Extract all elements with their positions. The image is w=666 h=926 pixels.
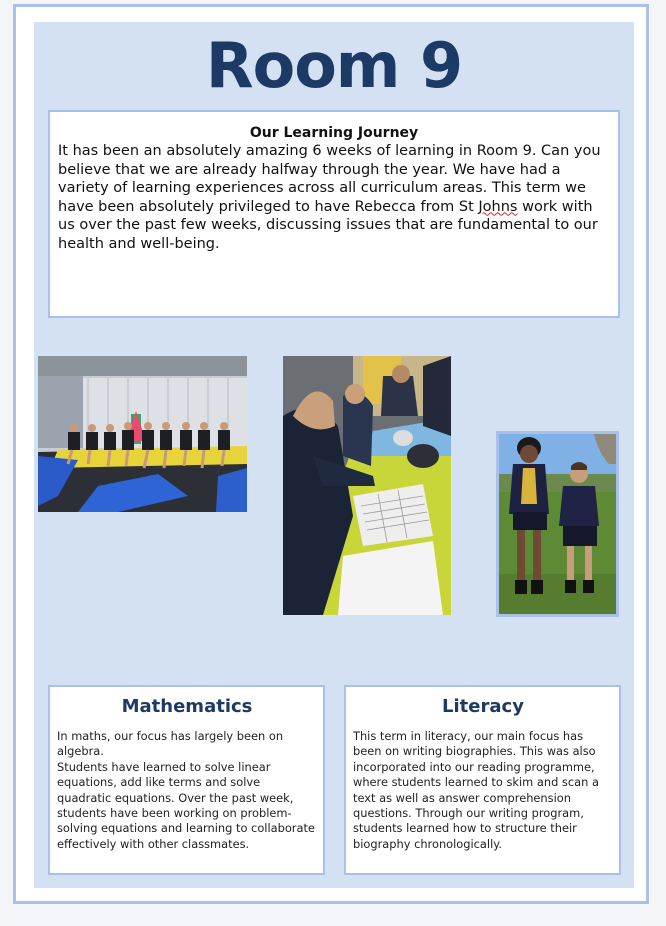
students-photo-frame	[496, 431, 619, 617]
literacy-card	[344, 685, 621, 875]
students-photo	[499, 434, 616, 614]
mathematics-card	[48, 685, 325, 875]
page-title: Room 9	[205, 29, 463, 102]
trampoline-photo	[38, 356, 247, 512]
journey-text	[58, 142, 610, 253]
journey-text-part: It has been an absolutely amazing 6 weeks of learning in Room 9. Can you believe that we are already halfway through the year. We have had a variety of learning experiences across all curriculum areas. This term we have been absolutely privileged to have Rebecca from St	[58, 143, 601, 215]
journey-text-part: work with us over the past few weeks, discussing issues that are fundamental to our health and well-being.	[58, 198, 598, 252]
mathematics-title: Mathematics	[121, 696, 253, 717]
learning-journey-box	[48, 110, 620, 318]
spellcheck-flagged-word: Johns	[478, 198, 518, 215]
mathematics-body: In maths, our focus has largely been on algebra. Students have learned to solve linear equations, add like terms and solve quadratic equations. Over the past week, students have been working on problem-solving equations and learning to collaborate effectively with other classmates.	[57, 729, 315, 851]
journey-heading: Our Learning Journey	[249, 125, 419, 141]
classroom-photo	[283, 356, 451, 615]
literacy-body: This term in literacy, our main focus has been on writing biographies. This was also incorporated into our reading programme, where students learned to skim and scan a text as well as answer comprehension questions. Through our writing program, students learned how to structure their biography chronologically.	[353, 729, 599, 851]
literacy-title: Literacy	[442, 696, 524, 717]
